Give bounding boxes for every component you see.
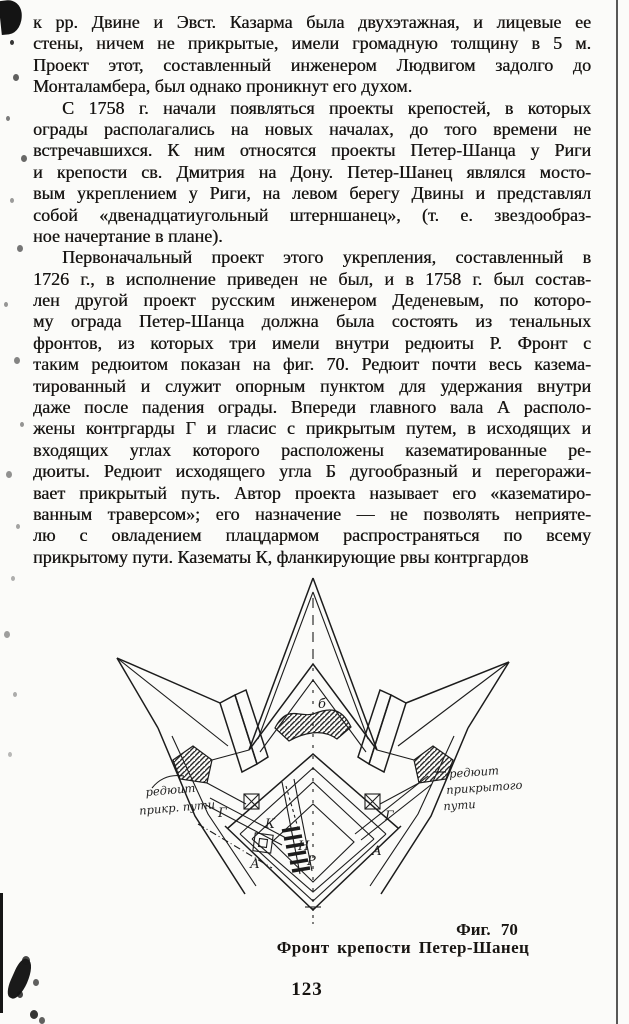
text-line: собой «двенадцатиугольный штерншанец», (т. е. звездообраз- [33, 204, 591, 225]
plan-letter-n: Н [298, 839, 310, 854]
plan-letter-a-right: А [372, 844, 382, 859]
text-line: С 1758 г. начали появляться проекты крепостей, в которых [62, 97, 591, 118]
right-note-line2: прикрытого [445, 777, 523, 798]
text-line: Проект этот, составленный инженером Людвигом задолго до [33, 54, 591, 75]
text-line: вым укреплением у Риги, на левом берегу Двины и представлял [33, 183, 591, 204]
text-line: Монталамбера, был однако проникнут его духом. [33, 76, 413, 97]
plan-letter-k: К [265, 817, 276, 832]
text-line: встречавшихся. К ним относятся проекты Петер-Шанца у Риги [33, 140, 591, 161]
body-text [33, 12, 591, 568]
page-edge-scan-line [616, 0, 618, 1024]
plan-letter-g-left: Г [218, 806, 227, 821]
text-line: к рр. Двине и Эвст. Казарма была двухэтажная, и лицевые ее [33, 12, 591, 32]
text-line: лю с овладением плацдармом распространяться по всему [33, 525, 591, 546]
text-line: ное начертание в плане). [33, 225, 223, 246]
page-number: 123 [291, 979, 323, 1000]
plan-letter-g-right: Г [385, 809, 394, 824]
plan-letter-a-left: А [250, 857, 260, 872]
plan-letter-r: Р [307, 854, 316, 869]
right-note-line3: пути [442, 797, 477, 814]
text-line: даже после падения ограды. Впереди главного вала А располо- [33, 397, 591, 418]
figure-70 [60, 576, 580, 928]
text-line: входящих углах которого расположены казематированные ре- [33, 439, 591, 460]
text-line: и крепости св. Дмитрия на Дону. Петер-Шанец являлся мосто- [33, 161, 591, 182]
figure-caption: Фронт крепости Петер-Шанец [276, 938, 530, 957]
text-line: вает прикрытый путь. Автор проекта называет его «казематиро- [33, 482, 591, 503]
fortress-plan-figure [60, 576, 580, 928]
scan-speckles [10, 40, 14, 45]
text-line: 1726 г., в исполнение приведен не был, и в 1758 г. был состав- [33, 268, 591, 289]
scan-corner-blob [0, 0, 24, 35]
text-line: стены, ничем не прикрытые, имели громадную толщину в 5 м. [33, 33, 591, 54]
text-line: таким редюитом показан на фиг. 70. Редюит почти весь казема- [33, 354, 591, 375]
text-line: му ограда Петер-Шанца должна была состоять из тенальных [33, 311, 591, 332]
text-line: Первоначальный проект этого укрепления, составленный в [62, 247, 591, 268]
plan-letter-b: б [318, 697, 326, 712]
figure-number: Фиг. 70 [456, 920, 518, 939]
text-line: ванным траверсом»; его назначение — не позволять неприяте- [33, 503, 591, 524]
text-line: фронтов, из которых три имели внутри редюиты Р. Фронт с [33, 332, 591, 353]
text-line: тированный и служит опорным пунктом для удержания внутри [33, 375, 591, 396]
text-line: лен другой проект русским инженером Деденевым, по которо- [33, 290, 591, 311]
right-note-line1: редюит [448, 763, 500, 781]
text-line: дюиты. Редюит исходящего угла Б дугообразный и перегоражи- [33, 461, 591, 482]
scan-bottom-blob [4, 957, 36, 1002]
text-line: прикрытому пути. Казематы К, фланкирующие рвы контргардов [33, 546, 529, 567]
scan-gutter-bar [0, 893, 3, 1013]
text-line: ограды располагались на новых началах, до того времени не [33, 118, 591, 139]
left-note-line2: прикр. пути [138, 797, 216, 818]
text-line: жены контргарды Г и гласис с прикрытым путем, в исходящих и [33, 418, 591, 439]
left-note-line1: редюит [144, 780, 196, 800]
